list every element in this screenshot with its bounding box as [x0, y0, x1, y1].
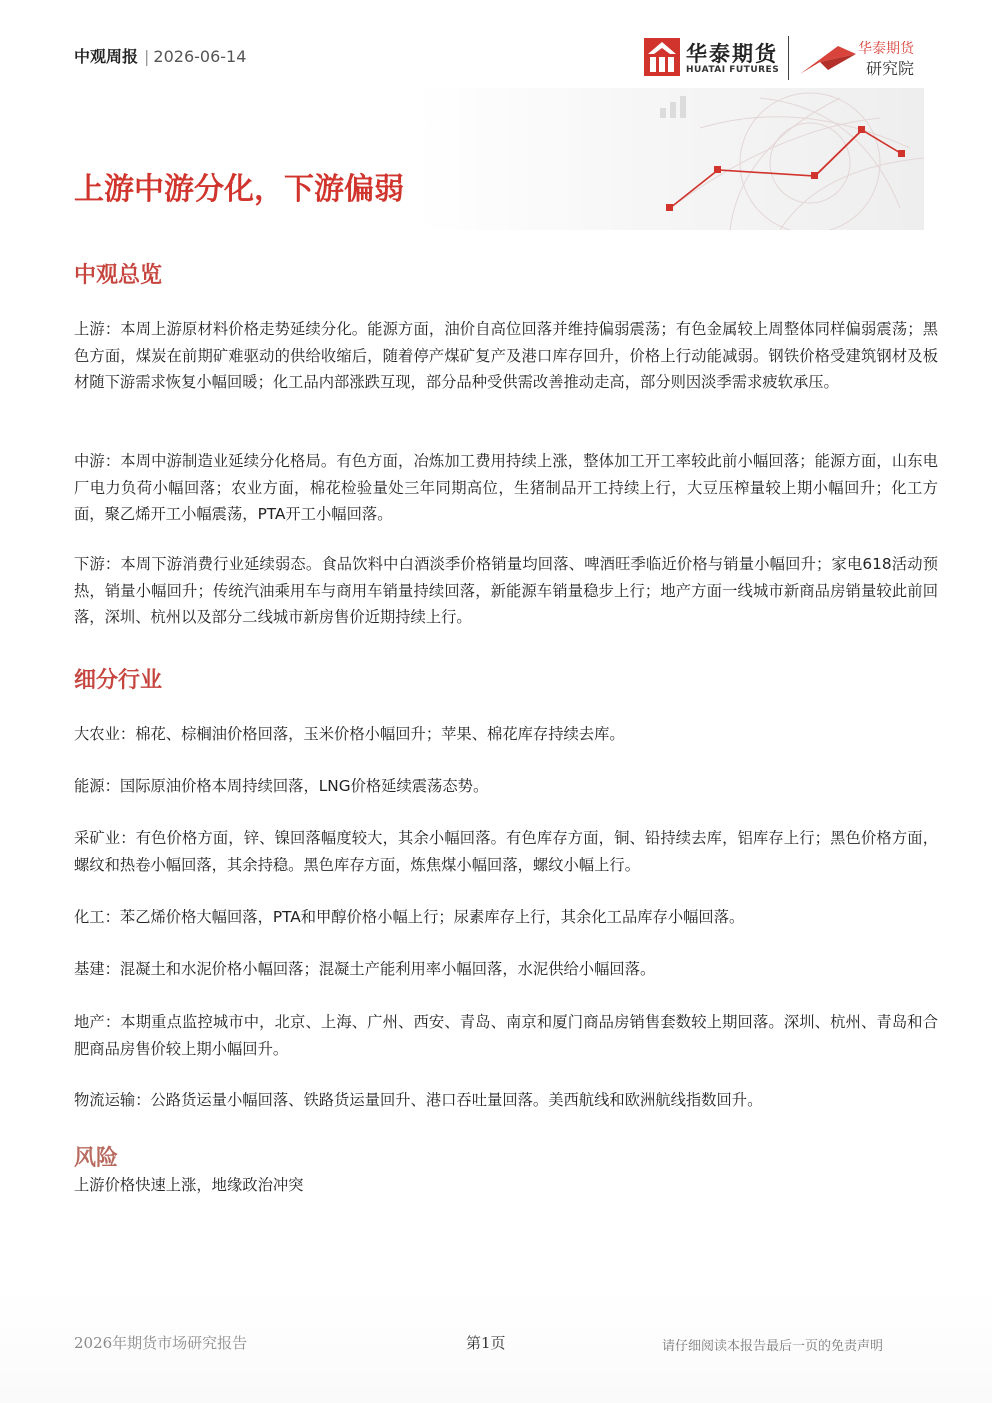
- huatai-logo: [644, 38, 934, 82]
- footer-page-number: 第1页: [466, 1334, 506, 1352]
- research-institute-icon: [798, 40, 860, 76]
- logo-divider: [788, 36, 789, 80]
- overview-downstream-paragraph: 下游：本周下游消费行业延续弱态。食品饮料中白酒淡季价格销量均回落、啤酒旺季临近价格与销量小幅回升；家电618活动预热，销量小幅回升；传统汽油乘用车与商用车销量持续回落，新能源车销量稳步上行；地产方面一线城市新商品房销量较此前回落，深圳、杭州以及部分二线城市新房售价近期持续上行。: [74, 555, 938, 626]
- huatai-logo-icon: [644, 38, 680, 76]
- report-kind: 中观周报: [74, 47, 139, 66]
- logo-sub-bottom: 研究院: [866, 59, 915, 78]
- overview-heading: 中观总览: [74, 263, 163, 288]
- segments-heading: 细分行业: [74, 668, 163, 693]
- segment-agriculture: 大农业：棉花、棕榈油价格回落，玉米价格小幅回升；苹果、棉花库存持续去库。: [74, 725, 625, 743]
- page-title: 上游中游分化，下游偏弱: [74, 172, 404, 207]
- header-separator: |: [144, 47, 150, 66]
- segment-logistics: 物流运输：公路货运量小幅回落、铁路货运量回升、港口吞吐量回落。美西航线和欧洲航线指数回升。: [74, 1091, 763, 1109]
- logo-chinese-name: 华泰期货: [686, 42, 778, 66]
- segment-chemicals: 化工：苯乙烯价格大幅回落，PTA和甲醇价格小幅上行；尿素库存上行，其余化工品库存小幅回落。: [74, 908, 745, 926]
- overview-upstream-paragraph: 上游：本周上游原材料价格走势延续分化。能源方面，油价自高位回落并维持偏弱震荡；有色金属较上周整体同样偏弱震荡；黑色方面，煤炭在前期矿难驱动的供给收缩后，随着停产煤矿复产及港口库存回升，价格上行动能减弱。钢铁价格受建筑钢材及板材随下游需求恢复小幅回暖；化工品内部涨跌互现，部分品种受供需改善推动走高，部分则因淡季需求疲软承压。: [74, 320, 938, 391]
- logo-sub-top: 华泰期货: [858, 41, 914, 57]
- network-decoration-icon: [580, 88, 924, 230]
- segment-real-estate: 地产：本期重点监控城市中，北京、上海、广州、西安、青岛、南京和厦门商品房销售套数较上期回落。深圳、杭州、青岛和合肥商品房售价较上期小幅回升。: [74, 1013, 938, 1058]
- risk-text: 上游价格快速上涨，地缘政治冲突: [74, 1176, 304, 1194]
- footer-report-name: 2026年期货市场研究报告: [74, 1334, 248, 1352]
- report-date: 2026-06-14: [153, 47, 247, 66]
- segment-energy: 能源：国际原油价格本周持续回落，LNG价格延续震荡态势。: [74, 777, 489, 795]
- overview-midstream-paragraph: 中游：本周中游制造业延续分化格局。有色方面，冶炼加工费用持续上涨，整体加工开工率较此前小幅回落；能源方面，山东电厂电力负荷小幅回落；农业方面，棉花检验量处三年同期高位，生猪制品开工持续上行，大豆压榨量较上期小幅回升；化工方面，聚乙烯开工小幅震荡，PTA开工小幅回落。: [74, 452, 938, 523]
- segment-mining: 采矿业：有色价格方面，锌、镍回落幅度较大，其余小幅回落。有色库存方面，铜、铅持续去库，铝库存上行；黑色价格方面，螺纹和热卷小幅回落，其余持稳。黑色库存方面，炼焦煤小幅回落，螺纹小幅上行。: [74, 829, 938, 874]
- segment-infrastructure: 基建：混凝土和水泥价格小幅回落；混凝土产能利用率小幅回落，水泥供给小幅回落。: [74, 960, 656, 978]
- report-header: [74, 46, 246, 68]
- risk-heading: 风险: [74, 1146, 119, 1171]
- footer-disclaimer-note: 请仔细阅读本报告最后一页的免责声明: [662, 1339, 884, 1354]
- logo-english-name: HUATAI FUTURES: [686, 65, 780, 75]
